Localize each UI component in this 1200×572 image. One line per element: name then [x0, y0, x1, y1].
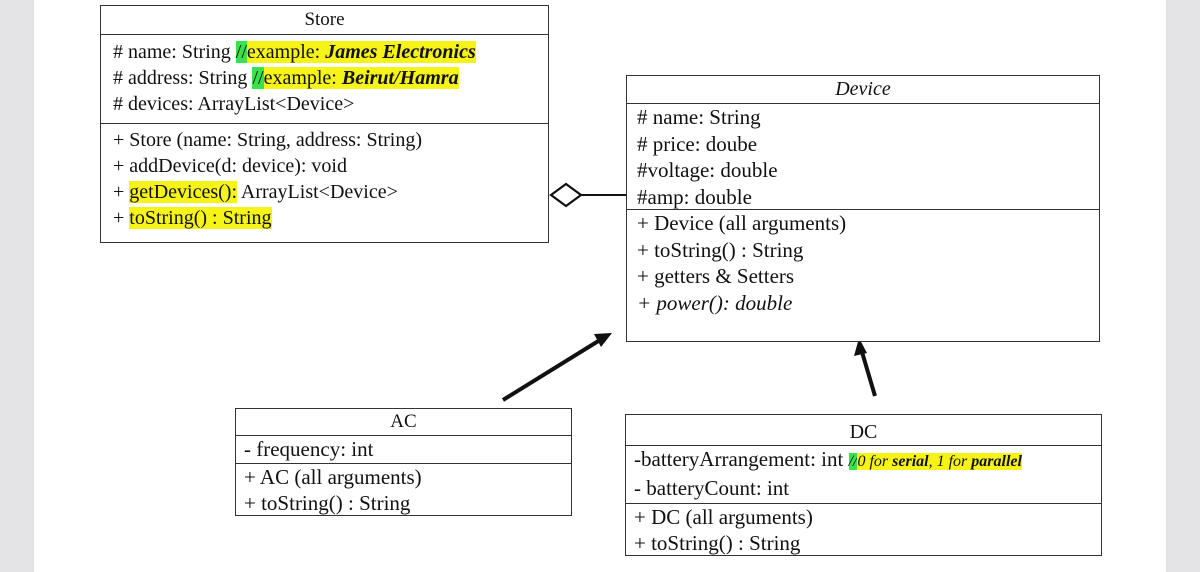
device-class-title: Device — [835, 78, 891, 100]
store-attr-address: # address: String //example: Beirut/Hamra — [113, 67, 459, 89]
ac-class — [235, 408, 572, 516]
store-attributes — [101, 34, 548, 123]
dc-attributes — [626, 445, 1101, 503]
ac-attributes — [236, 435, 571, 463]
dc-attr-battery-count: - batteryCount: int — [634, 476, 790, 500]
dc-attr-battery-arrangement: -batteryArrangement: int //0 for serial, 1 for parallel — [634, 447, 1022, 471]
ac-operations — [236, 463, 571, 516]
dc-class-title: DC — [849, 421, 878, 443]
example-value: James Electronics — [325, 41, 476, 63]
ac-inheritance-arrow-line — [503, 340, 600, 400]
comment-slash: // — [235, 41, 247, 63]
example-label: example: — [246, 41, 326, 63]
store-op-add-device: + addDevice(d: device): void — [113, 155, 347, 177]
store-class — [100, 5, 549, 243]
store-op-tostring: + toString() : String — [113, 207, 272, 229]
dc-op: + DC (all arguments) — [634, 505, 813, 529]
dc-op: + toString() : String — [634, 531, 801, 555]
comment-slash: // — [252, 67, 264, 89]
dc-operations — [626, 503, 1101, 556]
device-attr: # price: doube — [637, 131, 758, 156]
example-value: Beirut/Hamra — [341, 67, 459, 89]
aggregation-diamond — [551, 184, 581, 206]
device-op: + getters & Setters — [637, 264, 795, 288]
device-op: + toString() : String — [637, 237, 804, 262]
dc-class — [625, 414, 1102, 556]
store-op-get-devices: + getDevices(): ArrayList<Device> — [113, 181, 398, 203]
ac-class-title: AC — [390, 411, 417, 432]
device-attr: # name: String — [637, 105, 761, 129]
example-label: example: — [263, 67, 342, 89]
device-attr: #voltage: double — [637, 158, 778, 182]
dc-inheritance-arrow-line — [862, 352, 875, 396]
device-op: + Device (all arguments) — [637, 211, 847, 235]
device-attr: #amp: double — [637, 184, 752, 209]
device-operations — [627, 209, 1099, 316]
device-op-abstract-power: + power(): double — [637, 290, 793, 315]
store-op-constructor: + Store (name: String, address: String) — [113, 129, 423, 151]
store-operations — [101, 123, 548, 231]
device-class — [626, 75, 1100, 342]
store-attr-devices: # devices: ArrayList<Device> — [113, 93, 355, 115]
store-attr-name: # name: String //example: James Electronics — [113, 41, 476, 63]
ac-op: + AC (all arguments) — [244, 465, 422, 489]
device-attributes — [627, 103, 1099, 209]
ac-op: + toString() : String — [244, 491, 411, 515]
ac-attr: - frequency: int — [244, 437, 374, 461]
store-class-title: Store — [304, 9, 345, 30]
